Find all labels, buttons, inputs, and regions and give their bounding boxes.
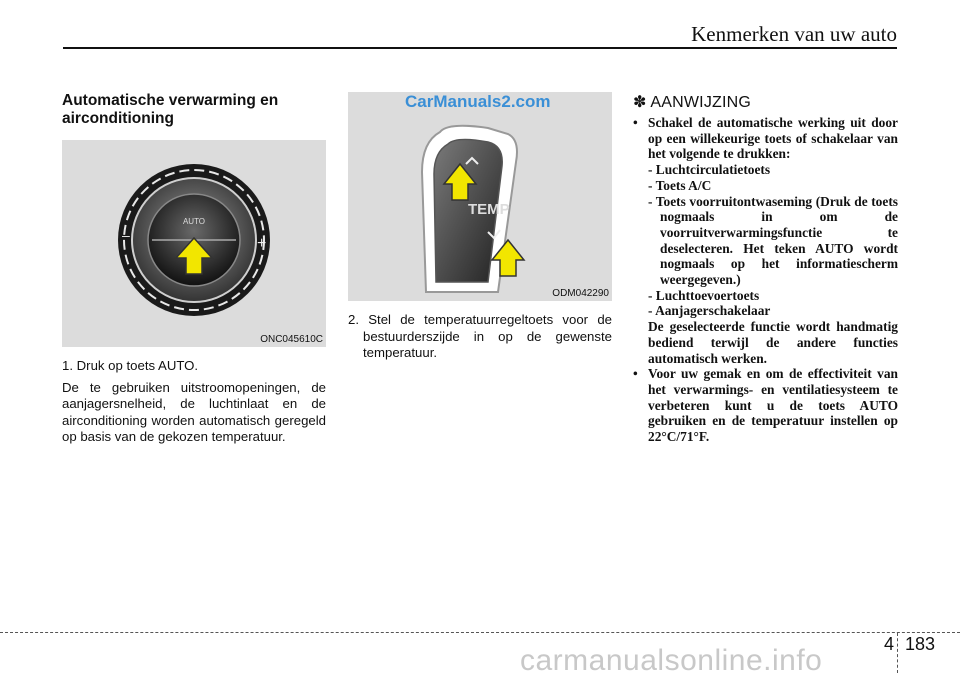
- paragraph-auto: De te gebruiken uitstroomopeningen, de aanjagersnelheid, de luchtinlaat en de airconditioning worden automatisch geregeld op basis van de gekozen temperatuur.: [62, 379, 326, 444]
- footer-watermark: carmanualsonline.info: [520, 644, 823, 677]
- dial-auto-label: AUTO: [182, 217, 206, 226]
- footer-separator: [897, 633, 898, 673]
- header-rule: [63, 47, 897, 49]
- list-item: - Toets voorruitontwaseming (Druk de toets nogmaals in om de voorruitverwarmingsfunctie te deselecteren. Het teken AUTO wordt nogmaals op het informatiescherm weergegeven.): [648, 193, 898, 288]
- list-item: - Aanjagerschakelaar: [648, 303, 771, 319]
- figure-code: ODM042290: [552, 288, 609, 299]
- note-bullet-1-tail: De geselecteerde functie wordt handmatig bediend terwijl de andere functies automatisch werken.: [648, 319, 898, 366]
- page-number: 183: [904, 634, 935, 654]
- note-sublist: [648, 162, 898, 319]
- footer-rule: [0, 632, 960, 633]
- temp-label: TEMP: [468, 201, 510, 218]
- column-3-note: [633, 92, 898, 445]
- note-bullet-2: • Voor uw gemak en om de effectiviteit van het verwarmings- en ventilatiesysteem te verbeteren kunt u de toets AUTO gebruiken en de temperatuur instellen op 22°C/71°F.: [633, 366, 898, 445]
- page-header-title: Kenmerken van uw auto: [691, 22, 897, 46]
- section-heading: Automatische verwarming en airconditioning: [62, 92, 279, 127]
- figure-code: ONC045610C: [260, 334, 323, 345]
- note-bullet-1-intro: Schakel de automatische werking uit door op een willekeurige toets of schakelaar van het volgende te drukken:: [648, 115, 898, 162]
- list-item: - Luchtcirculatietoets: [648, 162, 771, 178]
- step-2: 2. Stel de temperatuurregeltoets voor de bestuurderszijde in op de gewenste temperatuur.: [348, 312, 612, 360]
- note-title: ✽ AANWIJZING: [633, 94, 752, 111]
- watermark-text: CarManuals2.com: [405, 92, 551, 111]
- list-item: - Luchttoevoertoets: [648, 287, 760, 303]
- step-1: 1. Druk op toets AUTO.: [62, 358, 199, 373]
- figure-temp-switch: [348, 92, 612, 301]
- auto-dial-illustration: [62, 140, 326, 347]
- note-bullet-1: [633, 115, 898, 366]
- chapter-number: 4: [883, 634, 894, 654]
- note-list: [633, 115, 898, 445]
- svg-text:–: –: [122, 227, 130, 243]
- temp-switch-illustration: [348, 92, 612, 301]
- svg-text:+: +: [257, 235, 267, 252]
- column-2: [348, 92, 612, 367]
- figure-auto-dial: [62, 140, 326, 347]
- column-1: [62, 92, 326, 446]
- list-item: - Toets A/C: [648, 177, 712, 193]
